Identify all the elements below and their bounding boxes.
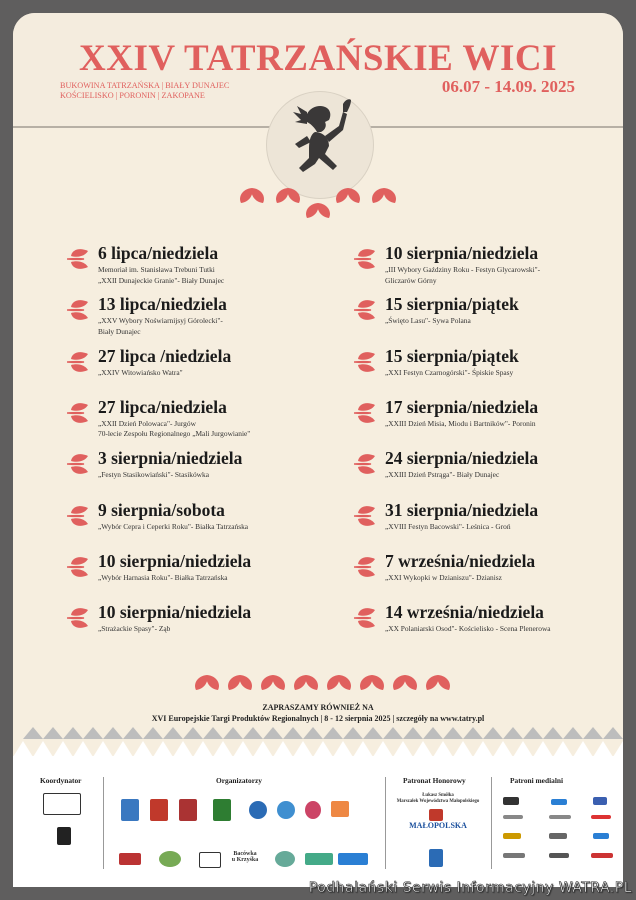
watermark: Podhalański Serwis Informacyjny WATRA.PL bbox=[308, 880, 632, 896]
media-logo-icon bbox=[549, 815, 571, 819]
footer-divider bbox=[103, 777, 104, 869]
media-logo-icon bbox=[549, 833, 567, 839]
event-description-line: Memoriał im. Stanisława Trebuni Tutki bbox=[98, 265, 215, 274]
venues bbox=[60, 81, 229, 101]
event-description-line: „XXII Dunajeckie Granie"- Biały Dunajec bbox=[98, 275, 225, 285]
venues-line-2: KOŚCIELISKO | PORONIN | ZAKOPANE bbox=[60, 91, 205, 100]
gmina-crest-icon bbox=[179, 799, 197, 821]
event-description bbox=[385, 419, 623, 430]
event-description-line: „Wybór Harnasia Roku"- Białka Tatrzańska bbox=[98, 572, 228, 582]
event-date: 3 sierpnia/niedziela bbox=[98, 448, 243, 469]
baciowka-line-2: u Krzyśka bbox=[231, 856, 259, 863]
leaf-bullet-icon bbox=[66, 502, 90, 530]
event-description bbox=[98, 419, 358, 440]
media-logo-icon bbox=[551, 799, 567, 805]
leaf-bullet-icon bbox=[66, 450, 90, 478]
event-date: 7 września/niedziela bbox=[385, 550, 536, 571]
leaf-bullet-icon bbox=[66, 553, 90, 581]
event-description-line: „XXI Wykopki w Dzianiszu"- Dzianisz bbox=[385, 572, 502, 582]
patronat-label: Patronat Honorowy bbox=[403, 776, 466, 785]
gmina-crest-icon bbox=[121, 799, 139, 821]
leaf-bullet-icon bbox=[353, 399, 377, 427]
media-logo-icon bbox=[549, 853, 569, 858]
event-description-line: „XXV Wybory Noświarnijsyj Górolecki"- bbox=[98, 316, 223, 326]
koordynator-logo bbox=[43, 793, 81, 815]
gmina-crest-icon bbox=[150, 799, 168, 821]
baciowka-logo bbox=[225, 852, 265, 863]
patronat-line-1: Łukasz Smółka bbox=[422, 793, 454, 798]
patronat-line-2: Marszałek Województwa Małopolskiego bbox=[396, 798, 480, 804]
gmina-crest-icon bbox=[213, 799, 231, 821]
sponsor-logo-icon bbox=[338, 853, 368, 865]
event-description bbox=[98, 470, 358, 481]
leaf-bullet-icon bbox=[353, 604, 377, 632]
event-description-line: „XXIV Witowiańsko Watra" bbox=[98, 367, 183, 377]
event-description-line: „Festyn Stasikowiański"- Stasikówka bbox=[98, 470, 209, 480]
page-title: XXIV TATRZAŃSKIE WICI bbox=[79, 38, 557, 79]
event-description-line: „III Wybory Gaździny Roku - Festyn Glycarowski"- bbox=[385, 265, 541, 274]
event-description-line: „XX Polaniarski Osod"- Kościelisko - Scena Plenerowa bbox=[385, 624, 551, 634]
leaf-bullet-icon bbox=[66, 399, 90, 427]
leaf-bullet-icon bbox=[66, 296, 90, 324]
media-logo-icon bbox=[503, 815, 523, 819]
bottom-leaf-ornament bbox=[193, 673, 453, 697]
leaf-bullet-icon bbox=[353, 296, 377, 324]
leaf-bullet-icon bbox=[353, 502, 377, 530]
event-date: 14 września/niedziela bbox=[385, 602, 544, 623]
leaf-bullet-icon bbox=[66, 245, 90, 273]
event-date: 27 lipca /niedziela bbox=[98, 345, 232, 366]
association-logo-icon bbox=[277, 801, 295, 819]
event-description bbox=[385, 470, 623, 481]
event-description bbox=[98, 624, 358, 635]
leaf-bullet-icon bbox=[66, 348, 90, 376]
association-logo-icon bbox=[249, 801, 267, 819]
media-logo-icon bbox=[593, 797, 607, 805]
footer-divider bbox=[385, 777, 386, 869]
event-date: 13 lipca/niedziela bbox=[98, 294, 227, 315]
event-date: 31 sierpnia/niedziela bbox=[385, 499, 539, 520]
event-description-line: „XVIII Festyn Bacowski"- Leśnica - Groń bbox=[385, 521, 511, 531]
event-description-line: Biały Dunajec bbox=[98, 326, 141, 336]
coat-of-arms-icon bbox=[57, 827, 71, 845]
malopolska-flower-icon bbox=[429, 809, 443, 821]
event-description bbox=[98, 368, 358, 379]
event-description-line: „XXIII Dzień Pstrąga"- Biały Dunajec bbox=[385, 470, 500, 480]
event-description bbox=[385, 573, 623, 584]
association-logo-icon bbox=[305, 801, 321, 819]
event-description-line: „Strażackie Spasy"- Ząb bbox=[98, 624, 171, 634]
sponsor-logo-icon bbox=[199, 852, 221, 868]
event-date: 27 lipca/niedziela bbox=[98, 396, 227, 417]
event-date: 15 sierpnia/piątek bbox=[385, 345, 519, 366]
event-date: 10 sierpnia/niedziela bbox=[385, 243, 539, 263]
event-description-line: „XXII Dzień Polowaca"- Jurgów bbox=[98, 418, 196, 428]
event-description bbox=[385, 624, 623, 635]
baciowka-line-1: Bacówka bbox=[233, 851, 257, 857]
event-description bbox=[385, 522, 623, 533]
event-description-line: „Święto Lasu"- Sywa Polana bbox=[385, 316, 471, 326]
media-logo-icon bbox=[503, 853, 525, 858]
event-date: 10 sierpnia/niedziela bbox=[98, 602, 252, 623]
invite-text: XVI Europejskie Targi Produktów Regionalnych | 8 - 12 sierpnia 2025 | szczegóły na www.tatry.pl bbox=[151, 714, 485, 723]
leaf-bullet-icon bbox=[66, 604, 90, 632]
event-date: 6 lipca/niedziela bbox=[98, 243, 219, 263]
koordynator-label: Koordynator bbox=[40, 776, 82, 785]
leaf-bullet-icon bbox=[353, 553, 377, 581]
event-description-line: „Wybór Cepra i Ceperki Roku"- Białka Tatrzańska bbox=[98, 521, 249, 531]
event-description bbox=[98, 573, 358, 584]
festival-dates: 06.07 - 14.09. 2025 bbox=[441, 77, 575, 96]
sponsor-logo-icon bbox=[159, 851, 181, 867]
organizatorzy-label: Organizatorzy bbox=[216, 776, 262, 785]
media-logo-icon bbox=[591, 815, 611, 819]
leaf-bullet-icon bbox=[353, 245, 377, 273]
event-description-line: „XXI Festyn Czarnogórski"- Śpiskie Spasy bbox=[385, 367, 514, 377]
coat-of-arms-icon bbox=[429, 849, 443, 867]
patroni-label: Patroni medialni bbox=[510, 776, 564, 785]
event-date: 17 sierpnia/niedziela bbox=[385, 396, 539, 417]
media-logo-icon bbox=[591, 853, 613, 858]
sponsor-logo-icon bbox=[275, 851, 295, 867]
event-date: 24 sierpnia/niedziela bbox=[385, 448, 539, 469]
event-description bbox=[98, 522, 358, 533]
poster bbox=[13, 13, 623, 887]
event-description-line: 70-lecie Zespołu Regionalnego „Mali Jurgowianie" bbox=[98, 429, 251, 439]
invite-heading: ZAPRASZAMY RÓWNIEŻ NA bbox=[262, 703, 374, 712]
footer-divider bbox=[491, 777, 492, 869]
event-description-line: „XXIII Dzień Misia, Miodu i Bartników"- Poronin bbox=[385, 418, 536, 428]
association-logo-icon bbox=[331, 801, 349, 817]
event-description bbox=[385, 368, 623, 379]
media-logo-icon bbox=[503, 833, 521, 839]
event-date: 15 sierpnia/piątek bbox=[385, 294, 519, 315]
event-description bbox=[385, 265, 623, 286]
footer-sponsors bbox=[13, 757, 623, 887]
media-logo-icon bbox=[503, 797, 519, 805]
event-description bbox=[98, 265, 358, 286]
event-date: 9 sierpnia/sobota bbox=[98, 499, 225, 520]
event-description bbox=[98, 316, 358, 337]
sponsor-logo-icon bbox=[305, 853, 333, 865]
patronat-text bbox=[393, 793, 483, 804]
event-description bbox=[385, 316, 623, 327]
event-date: 10 sierpnia/niedziela bbox=[98, 550, 252, 571]
top-leaf-ornament bbox=[238, 183, 398, 225]
sponsor-logo-icon bbox=[119, 853, 141, 865]
zigzag-border bbox=[13, 723, 623, 759]
media-logo-icon bbox=[593, 833, 609, 839]
event-description-line: Gliczarów Górny bbox=[385, 275, 437, 285]
venues-line-1: BUKOWINA TATRZAŃSKA | BIAŁY DUNAJEC bbox=[60, 81, 230, 90]
leaf-bullet-icon bbox=[353, 450, 377, 478]
leaf-bullet-icon bbox=[353, 348, 377, 376]
malopolska-label: MAŁOPOLSKA bbox=[409, 821, 467, 830]
